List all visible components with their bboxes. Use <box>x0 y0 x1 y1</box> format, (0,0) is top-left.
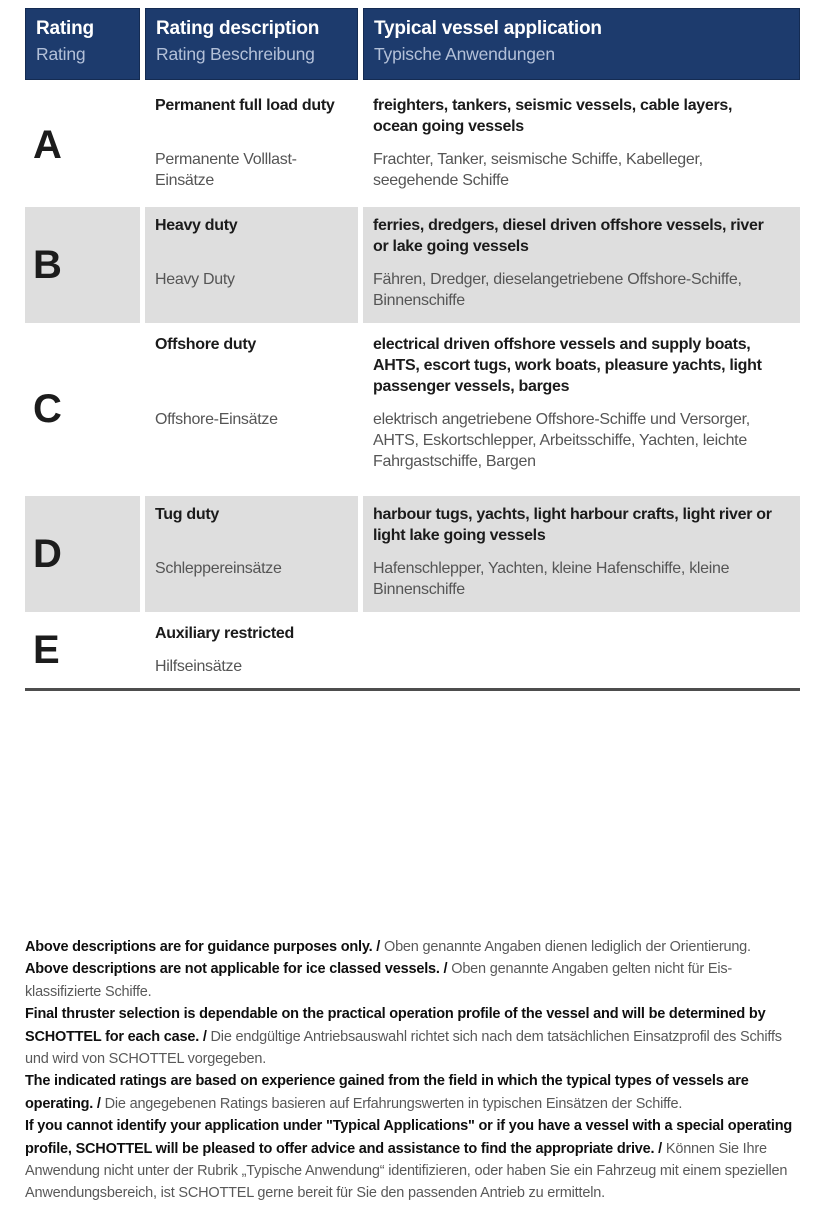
footnote-guidance <box>25 936 807 958</box>
application-de: Fähren, Dredger, dieselangetriebene Offshore-Schiffe, Binnenschiffe <box>363 257 800 323</box>
application-de: Frachter, Tanker, seismische Schiffe, Kabelleger, seegehende Schiffe <box>373 151 703 189</box>
footnote-en: Above descriptions are for guidance purposes only. / <box>25 939 381 955</box>
application-en <box>363 615 800 644</box>
rating-letter-d: D <box>25 496 140 612</box>
description-de: Heavy Duty <box>145 257 358 323</box>
table-row-rating-c <box>25 326 800 493</box>
header-rating-de: Rating <box>36 44 86 64</box>
header-cell-rating <box>25 8 140 80</box>
footnotes-block <box>25 936 807 1205</box>
rating-letter-e: E <box>33 627 60 672</box>
footnote-de: Oben genannte Angaben gelten nicht für Eis-klassifizierte Schiffe. <box>25 961 733 1000</box>
header-cell-application <box>363 8 800 80</box>
rating-letter-b: B <box>25 207 140 323</box>
application-en: freighters, tankers, seismic vessels, cable layers, ocean going vessels <box>373 97 733 135</box>
description-en: Permanent full load duty <box>155 97 335 114</box>
application-en: harbour tugs, yachts, light harbour crafts, light river or light lake going vessels <box>363 496 800 546</box>
table-bottom-rule <box>25 688 800 691</box>
header-cell-description <box>145 8 358 80</box>
description-en: Tug duty <box>145 496 358 546</box>
rating-letter-a: A <box>33 123 62 167</box>
description-de: Permanente Volllast-Einsätze <box>155 151 297 189</box>
header-rating-en: Rating <box>36 18 94 39</box>
description-de: Schleppereinsätze <box>145 546 358 612</box>
header-application-de: Typische Anwendungen <box>374 44 555 64</box>
description-en: Heavy duty <box>145 207 358 257</box>
application-de: elektrisch angetriebene Offshore-Schiffe und Versorger, AHTS, Eskortschlepper, Arbeitsschiffe, Yachten, leichte Fahrgastschiffe, Bargen <box>373 411 750 470</box>
application-en: electrical driven offshore vessels and supply boats, AHTS, escort tugs, work boats, pleasure yachts, light passenger vessels, barges <box>373 336 762 395</box>
footnote-en: The indicated ratings are based on experience gained from the field in which the typical types of vessels are operating. / <box>25 1073 749 1112</box>
application-de <box>363 644 800 685</box>
footnote-field-experience <box>25 1070 807 1115</box>
footnote-de: Oben genannte Angaben dienen lediglich der Orientierung. <box>383 939 751 955</box>
footnote-en: Above descriptions are not applicable for ice classed vessels. / <box>25 961 448 978</box>
description-en: Auxiliary restricted <box>155 625 294 642</box>
header-description-en: Rating description <box>156 18 320 39</box>
footnote-thruster-selection <box>25 1003 807 1070</box>
table-row-rating-b <box>25 207 800 323</box>
footnote-de: Die endgültige Antriebsauswahl richtet sich nach dem tatsächlichen Einsatzprofil des Schiffs und wird von SCHOTTEL vorgegeben. <box>25 1028 782 1068</box>
description-de: Hilfseinsätze <box>155 658 242 675</box>
vessel-rating-table <box>25 8 800 691</box>
description-de: Offshore-Einsätze <box>155 411 278 428</box>
footnote-de: Können Sie Ihre Anwendung nicht unter der Rubrik „Typische Anwendung“ identifizieren, oder haben Sie ein Fahrzeug mit einem speziellen Anwendungsbereich, ist SCHOTTEL gerne bereit für Sie den passenden Antrieb zu ermitteln. <box>25 1140 788 1202</box>
table-row-rating-e <box>25 615 800 685</box>
footnote-ice-class <box>25 958 807 1003</box>
table-header-row <box>25 8 800 80</box>
footnote-en: Final thruster selection is dependable on the practical operation profile of the vessel and will be determined by SCHOTTEL for each case. / <box>25 1006 766 1045</box>
header-description-de: Rating Beschreibung <box>156 44 315 64</box>
application-de: Hafenschlepper, Yachten, kleine Hafenschiffe, kleine Binnenschiffe <box>363 546 800 612</box>
description-en: Offshore duty <box>155 336 256 353</box>
header-application-en: Typical vessel application <box>374 18 602 39</box>
footnote-de: Die angegebenen Ratings basieren auf Erfahrungswerten in typischen Einsätzen der Schiffe. <box>104 1095 683 1112</box>
table-row-rating-d <box>25 496 800 612</box>
footnote-special-profile <box>25 1115 807 1205</box>
rating-letter-c: C <box>33 387 62 431</box>
application-en: ferries, dredgers, diesel driven offshore vessels, river or lake going vessels <box>363 207 800 257</box>
footnote-en: If you cannot identify your application under "Typical Applications" or if you have a vessel with a special operating profile, SCHOTTEL will be pleased to offer advice and assistance to find the appropriate drive. / <box>25 1118 793 1157</box>
table-row-rating-a <box>25 87 800 204</box>
